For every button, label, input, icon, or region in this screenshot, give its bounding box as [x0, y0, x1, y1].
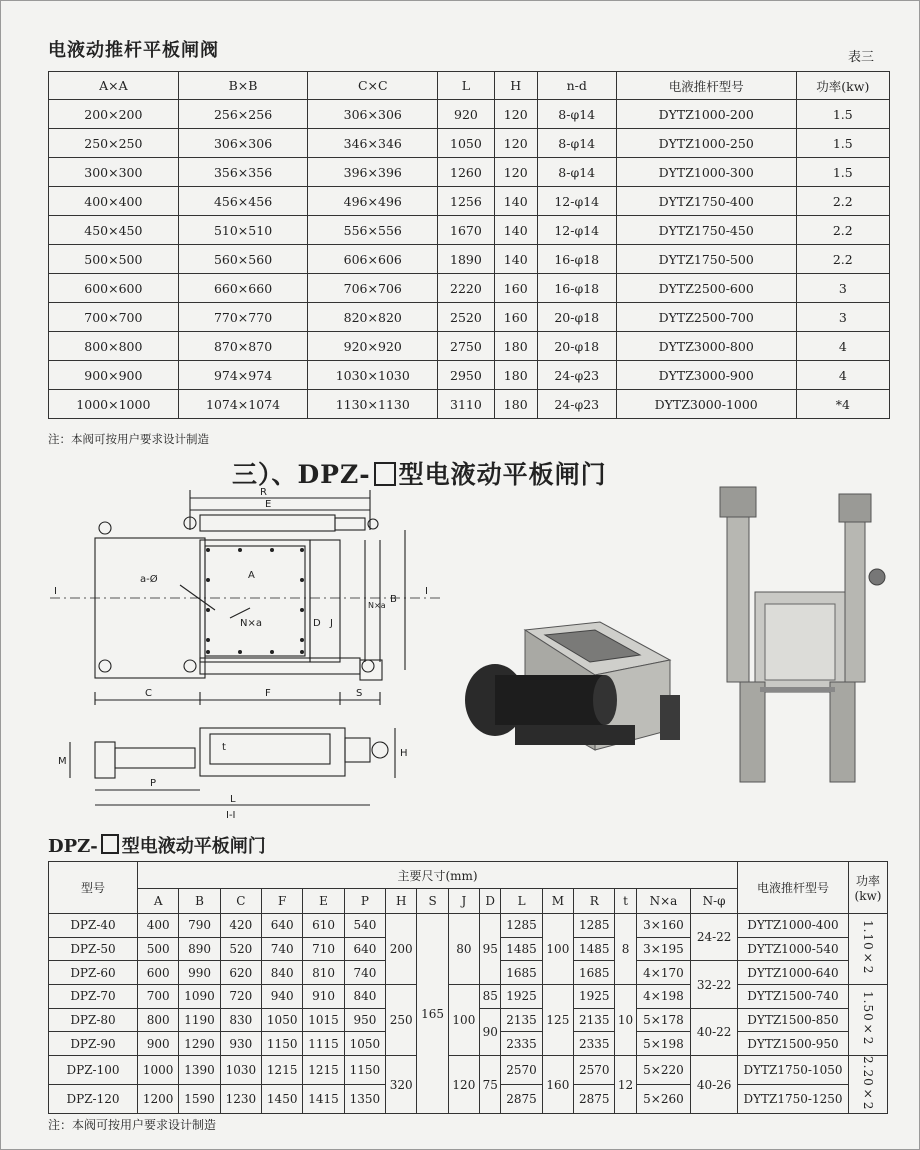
- product-photo-horizontal-gate: [455, 600, 695, 785]
- cell: DYTZ1000-300: [616, 158, 796, 187]
- cell: 24-φ23: [537, 390, 616, 419]
- header-cell: N×a: [636, 889, 691, 914]
- cell: 500: [138, 937, 179, 961]
- cell: 320: [386, 1056, 417, 1114]
- header-cell: C×C: [308, 72, 438, 100]
- cell: 3: [796, 303, 889, 332]
- cell: 160: [494, 274, 537, 303]
- cell: 2750: [438, 332, 495, 361]
- cell: 700×700: [49, 303, 179, 332]
- cell: 1890: [438, 245, 495, 274]
- cell: DYTZ1750-450: [616, 216, 796, 245]
- cell: 740: [344, 961, 385, 985]
- table-row: [49, 332, 890, 361]
- cell: DYTZ3000-900: [616, 361, 796, 390]
- power-value: 1.50×2: [861, 991, 875, 1046]
- table-header-row: [49, 862, 888, 889]
- cell: 1150: [262, 1032, 303, 1056]
- cell: 900×900: [49, 361, 179, 390]
- cell: 140: [494, 216, 537, 245]
- header-model: 型号: [49, 862, 138, 914]
- cell: 10: [615, 985, 636, 1056]
- cell: 1590: [179, 1085, 220, 1114]
- dim-label-H: H: [400, 748, 408, 759]
- cell: 800: [138, 1008, 179, 1032]
- cell: 2.2: [796, 216, 889, 245]
- cell: 840: [344, 985, 385, 1009]
- cell: 940: [262, 985, 303, 1009]
- dim-label-D: D: [313, 618, 321, 629]
- cell: 180: [494, 390, 537, 419]
- cell: 32-22: [691, 961, 738, 1008]
- table-row: [49, 1056, 888, 1085]
- header-cell: C: [220, 889, 261, 914]
- engineering-drawing: [40, 480, 440, 820]
- cell: 120: [494, 129, 537, 158]
- cell: DPZ-70: [49, 985, 138, 1009]
- cell: 2220: [438, 274, 495, 303]
- cell: 120: [448, 1056, 479, 1114]
- cell: DYTZ3000-1000: [616, 390, 796, 419]
- header-cell: M: [542, 889, 573, 914]
- header-cell: B×B: [178, 72, 308, 100]
- table1-note: 注：本阀可按用户要求设计制造: [48, 432, 209, 446]
- cell: 1215: [262, 1056, 303, 1085]
- cell: 24-22: [691, 914, 738, 961]
- cell: 1074×1074: [178, 390, 308, 419]
- cell: 2335: [574, 1032, 615, 1056]
- cell: 1050: [344, 1032, 385, 1056]
- cell: DYTZ2500-600: [616, 274, 796, 303]
- power-cell: [849, 914, 888, 985]
- table2-title: [48, 832, 266, 858]
- table-row: [49, 100, 890, 129]
- cell: 24-φ23: [537, 361, 616, 390]
- dim-label-S: S: [356, 688, 363, 699]
- cell: 1190: [179, 1008, 220, 1032]
- dim-label-M: M: [58, 756, 67, 767]
- header-cell: 功率(kw): [796, 72, 889, 100]
- header-cell: E: [303, 889, 344, 914]
- spec-table-2: [48, 861, 888, 1114]
- cell: DPZ-40: [49, 914, 138, 938]
- cell: 1000×1000: [49, 390, 179, 419]
- dim-label-B: B: [390, 594, 397, 605]
- cell: 1030: [220, 1056, 261, 1085]
- cell: 706×706: [308, 274, 438, 303]
- table2-note: 注：本阀可按用户要求设计制造: [48, 1118, 217, 1130]
- cell: 300×300: [49, 158, 179, 187]
- cell: 1290: [179, 1032, 220, 1056]
- table-row: [49, 187, 890, 216]
- cell: 974×974: [178, 361, 308, 390]
- power-cell: [849, 985, 888, 1056]
- cell: 120: [494, 158, 537, 187]
- table-header-row: [49, 72, 890, 100]
- cell: 1000: [138, 1056, 179, 1085]
- header-cell: F: [262, 889, 303, 914]
- table-row: [49, 245, 890, 274]
- header-cell: A: [138, 889, 179, 914]
- cell: 770×770: [178, 303, 308, 332]
- cell: 1.5: [796, 129, 889, 158]
- cell: 1130×1130: [308, 390, 438, 419]
- table-row: [49, 914, 888, 938]
- cell: 346×346: [308, 129, 438, 158]
- cell: DYTZ1750-500: [616, 245, 796, 274]
- cell: 620: [220, 961, 261, 985]
- table-row: [49, 274, 890, 303]
- cell: DPZ-120: [49, 1085, 138, 1114]
- cell: 600×600: [49, 274, 179, 303]
- header-cell: D: [480, 889, 501, 914]
- cell: 8: [615, 914, 636, 985]
- cell: DYTZ3000-800: [616, 332, 796, 361]
- cell: 12: [615, 1056, 636, 1114]
- cell: 1670: [438, 216, 495, 245]
- header-cell: L: [501, 889, 542, 914]
- cell: 1925: [501, 985, 542, 1009]
- cell: DYTZ1000-640: [738, 961, 849, 985]
- cell: DYTZ1500-950: [738, 1032, 849, 1056]
- cell: 930: [220, 1032, 261, 1056]
- cell: 1685: [574, 961, 615, 985]
- cell: 640: [344, 937, 385, 961]
- cell: 920: [438, 100, 495, 129]
- cell: 450×450: [49, 216, 179, 245]
- cell: 1115: [303, 1032, 344, 1056]
- dim-label-F: F: [265, 688, 271, 699]
- cell: 456×456: [178, 187, 308, 216]
- dim-label-A: A: [248, 570, 255, 581]
- cell: 306×306: [308, 100, 438, 129]
- header-cell: N-φ: [691, 889, 738, 914]
- cell: 990: [179, 961, 220, 985]
- header-cell: L: [438, 72, 495, 100]
- cell: 5×260: [636, 1085, 691, 1114]
- cell: 496×496: [308, 187, 438, 216]
- dim-label-a-phi: a-Ø: [140, 574, 158, 585]
- cell: 85: [480, 985, 501, 1009]
- cell: 8-φ14: [537, 158, 616, 187]
- cell: 540: [344, 914, 385, 938]
- cell: *4: [796, 390, 889, 419]
- cell: DYTZ1000-200: [616, 100, 796, 129]
- cell: 640: [262, 914, 303, 938]
- cell: 800×800: [49, 332, 179, 361]
- cell: 520: [220, 937, 261, 961]
- header-cell: B: [179, 889, 220, 914]
- dim-label-Nxa: N×a: [368, 601, 386, 610]
- cell: 1.5: [796, 100, 889, 129]
- header-cell: A×A: [49, 72, 179, 100]
- cell: 560×560: [178, 245, 308, 274]
- table2-title-prefix: DPZ-: [48, 836, 98, 857]
- cell: 250×250: [49, 129, 179, 158]
- cell: 40-26: [691, 1056, 738, 1114]
- header-main-dims: 主要尺寸(mm): [138, 862, 738, 889]
- cell: 2135: [501, 1008, 542, 1032]
- cell: 1285: [501, 914, 542, 938]
- cell: 810: [303, 961, 344, 985]
- header-cell: R: [574, 889, 615, 914]
- cell: 20-φ18: [537, 332, 616, 361]
- cell: 820×820: [308, 303, 438, 332]
- cell: 4×170: [636, 961, 691, 985]
- cell: 720: [220, 985, 261, 1009]
- cell: DYTZ1750-400: [616, 187, 796, 216]
- cell: 12-φ14: [537, 216, 616, 245]
- cell: 1050: [262, 1008, 303, 1032]
- cell: 1230: [220, 1085, 261, 1114]
- cell: 12-φ14: [537, 187, 616, 216]
- header-cell: H: [386, 889, 417, 914]
- cell: 950: [344, 1008, 385, 1032]
- dim-label-t: t: [222, 742, 226, 753]
- dim-label-Na: N×a: [240, 618, 262, 629]
- cell: DYTZ1000-400: [738, 914, 849, 938]
- power-value: 2.20×2: [861, 1056, 875, 1111]
- cell: DPZ-80: [49, 1008, 138, 1032]
- cell: DPZ-50: [49, 937, 138, 961]
- cell: DYTZ2500-700: [616, 303, 796, 332]
- cell: 2570: [574, 1056, 615, 1085]
- header-cell: S: [417, 889, 448, 914]
- section-label-I-I: I-I: [226, 810, 236, 820]
- cell: DYTZ1000-540: [738, 937, 849, 961]
- dim-label-J: J: [330, 618, 333, 629]
- dim-label-E: E: [265, 499, 272, 510]
- cell: 900: [138, 1032, 179, 1056]
- header-cell: n-d: [537, 72, 616, 100]
- cell: 606×606: [308, 245, 438, 274]
- spec-table-1: [48, 71, 890, 419]
- cell: 160: [542, 1056, 573, 1114]
- cell: 8-φ14: [537, 100, 616, 129]
- cell: 95: [480, 914, 501, 985]
- cell: 3×160: [636, 914, 691, 938]
- cell: 4×198: [636, 985, 691, 1009]
- power-cell: [849, 1056, 888, 1114]
- cell: 5×178: [636, 1008, 691, 1032]
- cell: 660×660: [178, 274, 308, 303]
- cell: DPZ-60: [49, 961, 138, 985]
- cell: 40-22: [691, 1008, 738, 1055]
- cell: 700: [138, 985, 179, 1009]
- cell: 165: [417, 914, 448, 1114]
- cell: 16-φ18: [537, 274, 616, 303]
- cell: 3110: [438, 390, 495, 419]
- header-rod: 电液推杆型号: [738, 862, 849, 914]
- cell: 1685: [501, 961, 542, 985]
- cell: 2.2: [796, 245, 889, 274]
- cell: 80: [448, 914, 479, 985]
- dim-label-C: C: [145, 688, 152, 699]
- cell: 740: [262, 937, 303, 961]
- dim-label-L: L: [230, 794, 236, 805]
- section-mark-left: I: [54, 586, 57, 597]
- cell: 840: [262, 961, 303, 985]
- cell: 1050: [438, 129, 495, 158]
- cell: 790: [179, 914, 220, 938]
- cell: 180: [494, 361, 537, 390]
- cell: 500×500: [49, 245, 179, 274]
- cell: 125: [542, 985, 573, 1056]
- cell: 510×510: [178, 216, 308, 245]
- table-row: [49, 158, 890, 187]
- power-value: 1.10×2: [861, 920, 875, 975]
- header-cell: 电液推杆型号: [616, 72, 796, 100]
- cell: DPZ-90: [49, 1032, 138, 1056]
- dim-label-R: R: [260, 487, 267, 498]
- cell: 3: [796, 274, 889, 303]
- cell: 20-φ18: [537, 303, 616, 332]
- table-row: [49, 390, 890, 419]
- table-row: [49, 303, 890, 332]
- cell: 710: [303, 937, 344, 961]
- cell: 1450: [262, 1085, 303, 1114]
- cell: 830: [220, 1008, 261, 1032]
- cell: 2.2: [796, 187, 889, 216]
- header-power: 功率(kw): [849, 862, 888, 914]
- cell: DYTZ1000-250: [616, 129, 796, 158]
- cell: 2335: [501, 1032, 542, 1056]
- table-number: 表三: [848, 50, 875, 65]
- cell: 1390: [179, 1056, 220, 1085]
- cell: 90: [480, 1008, 501, 1055]
- cell: 2135: [574, 1008, 615, 1032]
- box-symbol: [101, 834, 119, 854]
- cell: 1925: [574, 985, 615, 1009]
- cell: 180: [494, 332, 537, 361]
- cell: 1285: [574, 914, 615, 938]
- cell: 1215: [303, 1056, 344, 1085]
- cell: 1090: [179, 985, 220, 1009]
- cell: 1256: [438, 187, 495, 216]
- cell: 4: [796, 361, 889, 390]
- cell: 100: [448, 985, 479, 1056]
- header-cell: H: [494, 72, 537, 100]
- cell: 8-φ14: [537, 129, 616, 158]
- cell: 2570: [501, 1056, 542, 1085]
- dim-label-P: P: [150, 778, 157, 789]
- cell: 1485: [501, 937, 542, 961]
- cell: 306×306: [178, 129, 308, 158]
- cell: 120: [494, 100, 537, 129]
- cell: 2875: [501, 1085, 542, 1114]
- cell: 1030×1030: [308, 361, 438, 390]
- cell: 870×870: [178, 332, 308, 361]
- cell: 610: [303, 914, 344, 938]
- table-row: [49, 216, 890, 245]
- cell: 400: [138, 914, 179, 938]
- product-photo-vertical-gate: [705, 482, 895, 787]
- header-cell: P: [344, 889, 385, 914]
- cell: 1485: [574, 937, 615, 961]
- cell: 140: [494, 187, 537, 216]
- cell: 1415: [303, 1085, 344, 1114]
- cell: 200×200: [49, 100, 179, 129]
- cell: 1150: [344, 1056, 385, 1085]
- cell: 2950: [438, 361, 495, 390]
- cell: 356×356: [178, 158, 308, 187]
- table1-title: 电液动推杆平板闸阀: [48, 40, 219, 61]
- cell: 920×920: [308, 332, 438, 361]
- cell: 16-φ18: [537, 245, 616, 274]
- header-cell: J: [448, 889, 479, 914]
- cell: 140: [494, 245, 537, 274]
- cell: 3×195: [636, 937, 691, 961]
- cell: 75: [480, 1056, 501, 1114]
- cell: 420: [220, 914, 261, 938]
- table-row: [49, 985, 888, 1009]
- cell: DYTZ1750-1050: [738, 1056, 849, 1085]
- cell: 396×396: [308, 158, 438, 187]
- cell: 1200: [138, 1085, 179, 1114]
- cell: 556×556: [308, 216, 438, 245]
- cell: 5×220: [636, 1056, 691, 1085]
- cell: DYTZ1500-850: [738, 1008, 849, 1032]
- cell: 200: [386, 914, 417, 985]
- cell: DYTZ1500-740: [738, 985, 849, 1009]
- cell: 160: [494, 303, 537, 332]
- cell: DYTZ1750-1250: [738, 1085, 849, 1114]
- header-cell: t: [615, 889, 636, 914]
- table-row: [49, 129, 890, 158]
- cell: 1015: [303, 1008, 344, 1032]
- cell: 4: [796, 332, 889, 361]
- cell: 2520: [438, 303, 495, 332]
- cell: DPZ-100: [49, 1056, 138, 1085]
- cell: 1.5: [796, 158, 889, 187]
- cell: 256×256: [178, 100, 308, 129]
- section-mark-right: I: [425, 586, 428, 597]
- table-row: [49, 361, 890, 390]
- cell: 600: [138, 961, 179, 985]
- cell: 1350: [344, 1085, 385, 1114]
- section-title-prefix: 三）、DPZ-: [232, 460, 371, 489]
- section-title-suffix: 型电液动平板闸门: [398, 460, 607, 489]
- cell: 250: [386, 985, 417, 1056]
- cell: 890: [179, 937, 220, 961]
- cell: 1260: [438, 158, 495, 187]
- cell: 100: [542, 914, 573, 985]
- cell: 400×400: [49, 187, 179, 216]
- cell: 910: [303, 985, 344, 1009]
- cell: 2875: [574, 1085, 615, 1114]
- cell: 5×198: [636, 1032, 691, 1056]
- table2-title-suffix: 型电液动平板闸门: [121, 836, 266, 857]
